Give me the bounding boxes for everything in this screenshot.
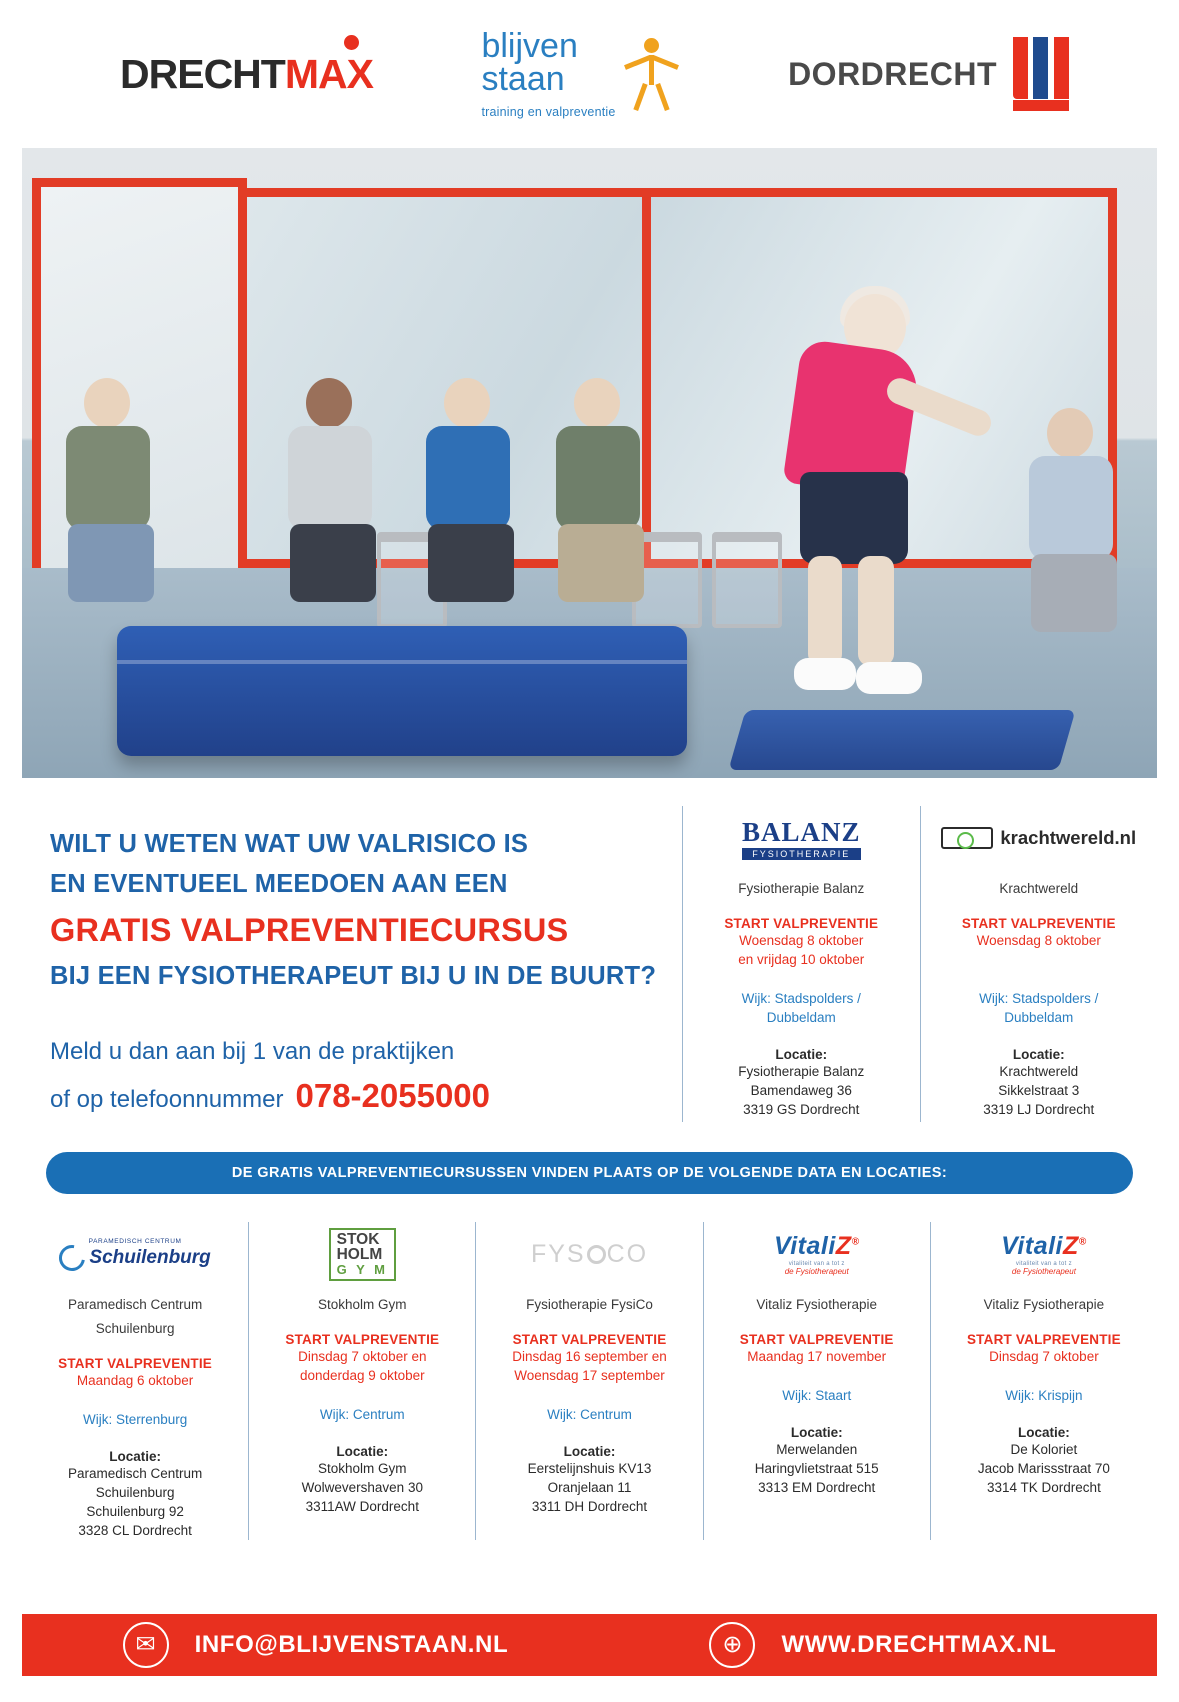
location-line: 3328 CL Dordrecht — [78, 1523, 192, 1538]
drechtmax-logo-max-label: MAX — [284, 50, 373, 97]
drechtmax-logo-text-2 — [285, 51, 373, 98]
headline-block — [22, 806, 682, 1122]
wijk-line: Wijk: Sterrenburg — [82, 1412, 188, 1427]
location-label: Locatie: — [775, 1047, 828, 1062]
start-date-line: Woensdag 8 oktober — [739, 933, 864, 948]
start-date-line: Woensdag 17 september — [514, 1368, 665, 1383]
envelope-icon: ✉ — [123, 1622, 169, 1668]
vitaliz-logo-tagline: vitaliteit van a tot z — [1015, 1261, 1072, 1267]
practice-name: Vitaliz Fysiotherapie — [756, 1297, 877, 1312]
footer-contact-bar — [22, 1614, 1157, 1676]
start-label: START VALPREVENTIE — [285, 1332, 440, 1347]
practice-name: Fysiotherapie Balanz — [738, 881, 865, 896]
practice-card-krachtwereld — [920, 806, 1158, 1122]
location-line: Krachtwereld — [999, 1064, 1079, 1079]
vitaliz-logo-text-2: Z — [835, 1232, 852, 1260]
registered-icon: ® — [1078, 1236, 1087, 1248]
schuilenburg-logo — [36, 1222, 234, 1286]
fysico-logo-text-2: CO — [606, 1239, 649, 1268]
hero-participant — [1015, 408, 1127, 658]
balanz-logo-text: BALANZ — [741, 816, 861, 847]
vitaliz-logo-subtitle: de Fysiotherapeut — [784, 1267, 849, 1276]
start-date-line: Woensdag 8 oktober — [976, 933, 1101, 948]
vitaliz-logo-text-1: Vitali — [773, 1232, 836, 1260]
dordrecht-crest-icon — [1013, 37, 1069, 111]
vitaliz-logo — [945, 1222, 1143, 1286]
start-date-line: Dinsdag 7 oktober en — [298, 1349, 427, 1364]
balanz-logo-subtext: FYSIOTHERAPIE — [742, 848, 861, 860]
blijven-line-2: staan — [481, 59, 565, 98]
location-label: Locatie: — [1012, 1047, 1065, 1062]
drechtmax-logo — [120, 51, 373, 98]
vitaliz-logo-tagline: vitaliteit van a tot z — [788, 1261, 845, 1267]
headline-line-4: BIJ EEN FYSIOTHERAPEUT BIJ U IN DE BUURT? — [50, 962, 657, 990]
practice-card-balanz — [683, 806, 920, 1122]
blijven-staan-logo — [481, 26, 679, 119]
location-line: Schuilenburg 92 — [86, 1504, 184, 1519]
location-line: Sikkelstraat 3 — [998, 1083, 1080, 1098]
hero-participant — [274, 378, 386, 628]
dates-banner: DE GRATIS VALPREVENTIECURSUSSEN VINDEN PLAATS OP DE VOLGENDE DATA EN LOCATIES: — [46, 1152, 1133, 1194]
hero-main-participant — [752, 276, 942, 706]
location-line: Merwelanden — [776, 1442, 858, 1457]
stokholm-gym-logo — [263, 1222, 461, 1286]
location-line: 3319 GS Dordrecht — [743, 1102, 860, 1117]
start-date-line: Dinsdag 7 oktober — [989, 1349, 1099, 1364]
start-date-line: en vrijdag 10 oktober — [738, 952, 865, 967]
stokholm-logo-text-1: STOK — [336, 1230, 380, 1248]
location-line: Bamendaweg 36 — [750, 1083, 852, 1098]
location-line: Eerstelijnshuis KV13 — [527, 1461, 652, 1476]
phone-number[interactable]: 078-2055000 — [295, 1077, 491, 1114]
hero-participant — [52, 378, 164, 628]
practice-card-vitaliz-krispijn — [930, 1222, 1157, 1540]
main-message-section — [22, 806, 1157, 1122]
footer-email-item[interactable] — [123, 1622, 509, 1668]
schuilenburg-logo-subtext: PARAMEDISCH CENTRUM — [88, 1237, 182, 1245]
location-line: Wolwevershaven 30 — [301, 1480, 423, 1495]
location-line: 3313 EM Dordrecht — [758, 1480, 876, 1495]
blijven-line-1: blijven — [481, 26, 578, 65]
krachtwereld-logo-text: krachtwereld.nl — [1000, 827, 1137, 848]
start-label: START VALPREVENTIE — [724, 916, 879, 931]
practice-card-stokholm-gym — [248, 1222, 475, 1540]
start-date-line: Dinsdag 16 september en — [512, 1349, 667, 1364]
practice-card-fysico — [475, 1222, 702, 1540]
location-line: Haringvlietstraat 515 — [754, 1461, 879, 1476]
balanz-logo — [697, 806, 906, 870]
fysico-logo — [490, 1222, 688, 1286]
practice-card-schuilenburg — [22, 1222, 248, 1540]
start-date-line: donderdag 9 oktober — [300, 1368, 425, 1383]
practice-name: Stokholm Gym — [318, 1297, 407, 1312]
cta-line-2 — [50, 1074, 682, 1122]
schuilenburg-logo-text: Schuilenburg — [89, 1246, 211, 1268]
hero-photo — [22, 148, 1157, 778]
footer-email-label[interactable]: INFO@BLIJVENSTAAN.NL — [194, 1631, 509, 1658]
practice-name: Krachtwereld — [999, 881, 1079, 896]
practice-name: Vitaliz Fysiotherapie — [983, 1297, 1105, 1312]
location-label: Locatie: — [790, 1425, 843, 1440]
wijk-line: Wijk: Krispijn — [1005, 1388, 1083, 1403]
location-label: Locatie: — [1018, 1425, 1070, 1440]
location-line: Stokholm Gym — [318, 1461, 407, 1476]
vitaliz-logo-subtitle: de Fysiotherapeut — [1011, 1267, 1076, 1276]
location-line: Oranjelaan 11 — [547, 1480, 632, 1495]
location-label: Locatie: — [109, 1449, 161, 1464]
wijk-line: Wijk: Stadspolders / — [979, 991, 1099, 1006]
location-line: 3311 DH Dordrecht — [531, 1499, 648, 1514]
location-label: Locatie: — [336, 1444, 389, 1459]
swoosh-icon — [54, 1239, 90, 1275]
location-line: 3319 LJ Dordrecht — [983, 1102, 1095, 1117]
footer-website-label[interactable]: WWW.DRECHTMAX.NL — [781, 1631, 1057, 1658]
footer-website-item[interactable] — [709, 1622, 1056, 1668]
headline-highlight: GRATIS VALPREVENTIECURSUS — [50, 912, 569, 948]
hero-landing-mat — [117, 626, 687, 756]
location-label: Locatie: — [563, 1444, 616, 1459]
vitaliz-logo — [718, 1222, 916, 1286]
bottom-practices — [22, 1222, 1157, 1540]
drechtmax-logo-text-1: DRECHT — [120, 50, 285, 97]
globe-icon: ⊕ — [709, 1622, 755, 1668]
location-line: Paramedisch Centrum Schuilenburg — [67, 1466, 203, 1500]
dordrecht-logo-label: DORDRECHT — [788, 55, 997, 92]
krachtwereld-logo — [935, 806, 1144, 870]
circle-icon — [587, 1245, 606, 1264]
headline-line-2: EN EVENTUEEL MEEDOEN AAN EEN — [50, 870, 508, 898]
cta-phone-label: of op telefoonnummer — [50, 1086, 284, 1113]
wijk-line: Wijk: Staart — [782, 1388, 852, 1403]
wijk-line: Dubbeldam — [1004, 1010, 1074, 1025]
start-label: START VALPREVENTIE — [58, 1356, 213, 1371]
start-label: START VALPREVENTIE — [512, 1332, 667, 1347]
practice-card-vitaliz-staart — [703, 1222, 930, 1540]
location-line: 3311AW Dordrecht — [305, 1499, 419, 1514]
location-line: De Koloriet — [1010, 1442, 1078, 1457]
top-practices — [682, 806, 1157, 1122]
wijk-line: Wijk: Stadspolders / — [741, 991, 861, 1006]
vitaliz-logo-text-1: Vitali — [1001, 1232, 1063, 1260]
wijk-line: Wijk: Centrum — [547, 1407, 632, 1422]
stokholm-logo-text-3: G Y M — [336, 1261, 388, 1277]
vitaliz-logo-text-2: Z — [1063, 1232, 1079, 1260]
fysico-logo-text-1: FYS — [530, 1239, 586, 1268]
cta-line-1: Meld u dan aan bij 1 van de praktijken — [50, 1038, 455, 1065]
drechtmax-dot-icon — [344, 35, 359, 50]
standing-person-icon — [622, 38, 680, 112]
hero-exercise-mat — [728, 710, 1075, 770]
wijk-line: Wijk: Centrum — [319, 1407, 405, 1422]
logo-bar — [0, 0, 1179, 148]
practice-name: Paramedisch Centrum — [67, 1297, 203, 1312]
registered-icon: ® — [851, 1236, 860, 1248]
location-line: Fysiotherapie Balanz — [738, 1064, 865, 1079]
dumbbell-icon — [941, 827, 993, 849]
headline-line-1: WILT U WETEN WAT UW VALRISICO IS — [50, 830, 529, 858]
start-label: START VALPREVENTIE — [739, 1332, 894, 1347]
start-date-line: Maandag 17 november — [747, 1349, 887, 1364]
start-label: START VALPREVENTIE — [961, 916, 1116, 931]
start-label: START VALPREVENTIE — [966, 1332, 1121, 1347]
stokholm-logo-text-2: HOLM — [336, 1245, 383, 1263]
practice-name: Schuilenburg — [95, 1321, 175, 1336]
practice-name: Fysiotherapie FysiCo — [526, 1297, 653, 1312]
hero-participant — [542, 378, 654, 628]
location-line: Jacob Marissstraat 70 — [977, 1461, 1110, 1476]
wijk-line: Dubbeldam — [766, 1010, 836, 1025]
dordrecht-logo — [788, 37, 1069, 111]
hero-participant — [412, 378, 524, 628]
location-line: 3314 TK Dordrecht — [987, 1480, 1101, 1495]
start-date-line: Maandag 6 oktober — [76, 1373, 194, 1388]
blijven-tagline: training en valpreventie — [481, 104, 616, 119]
